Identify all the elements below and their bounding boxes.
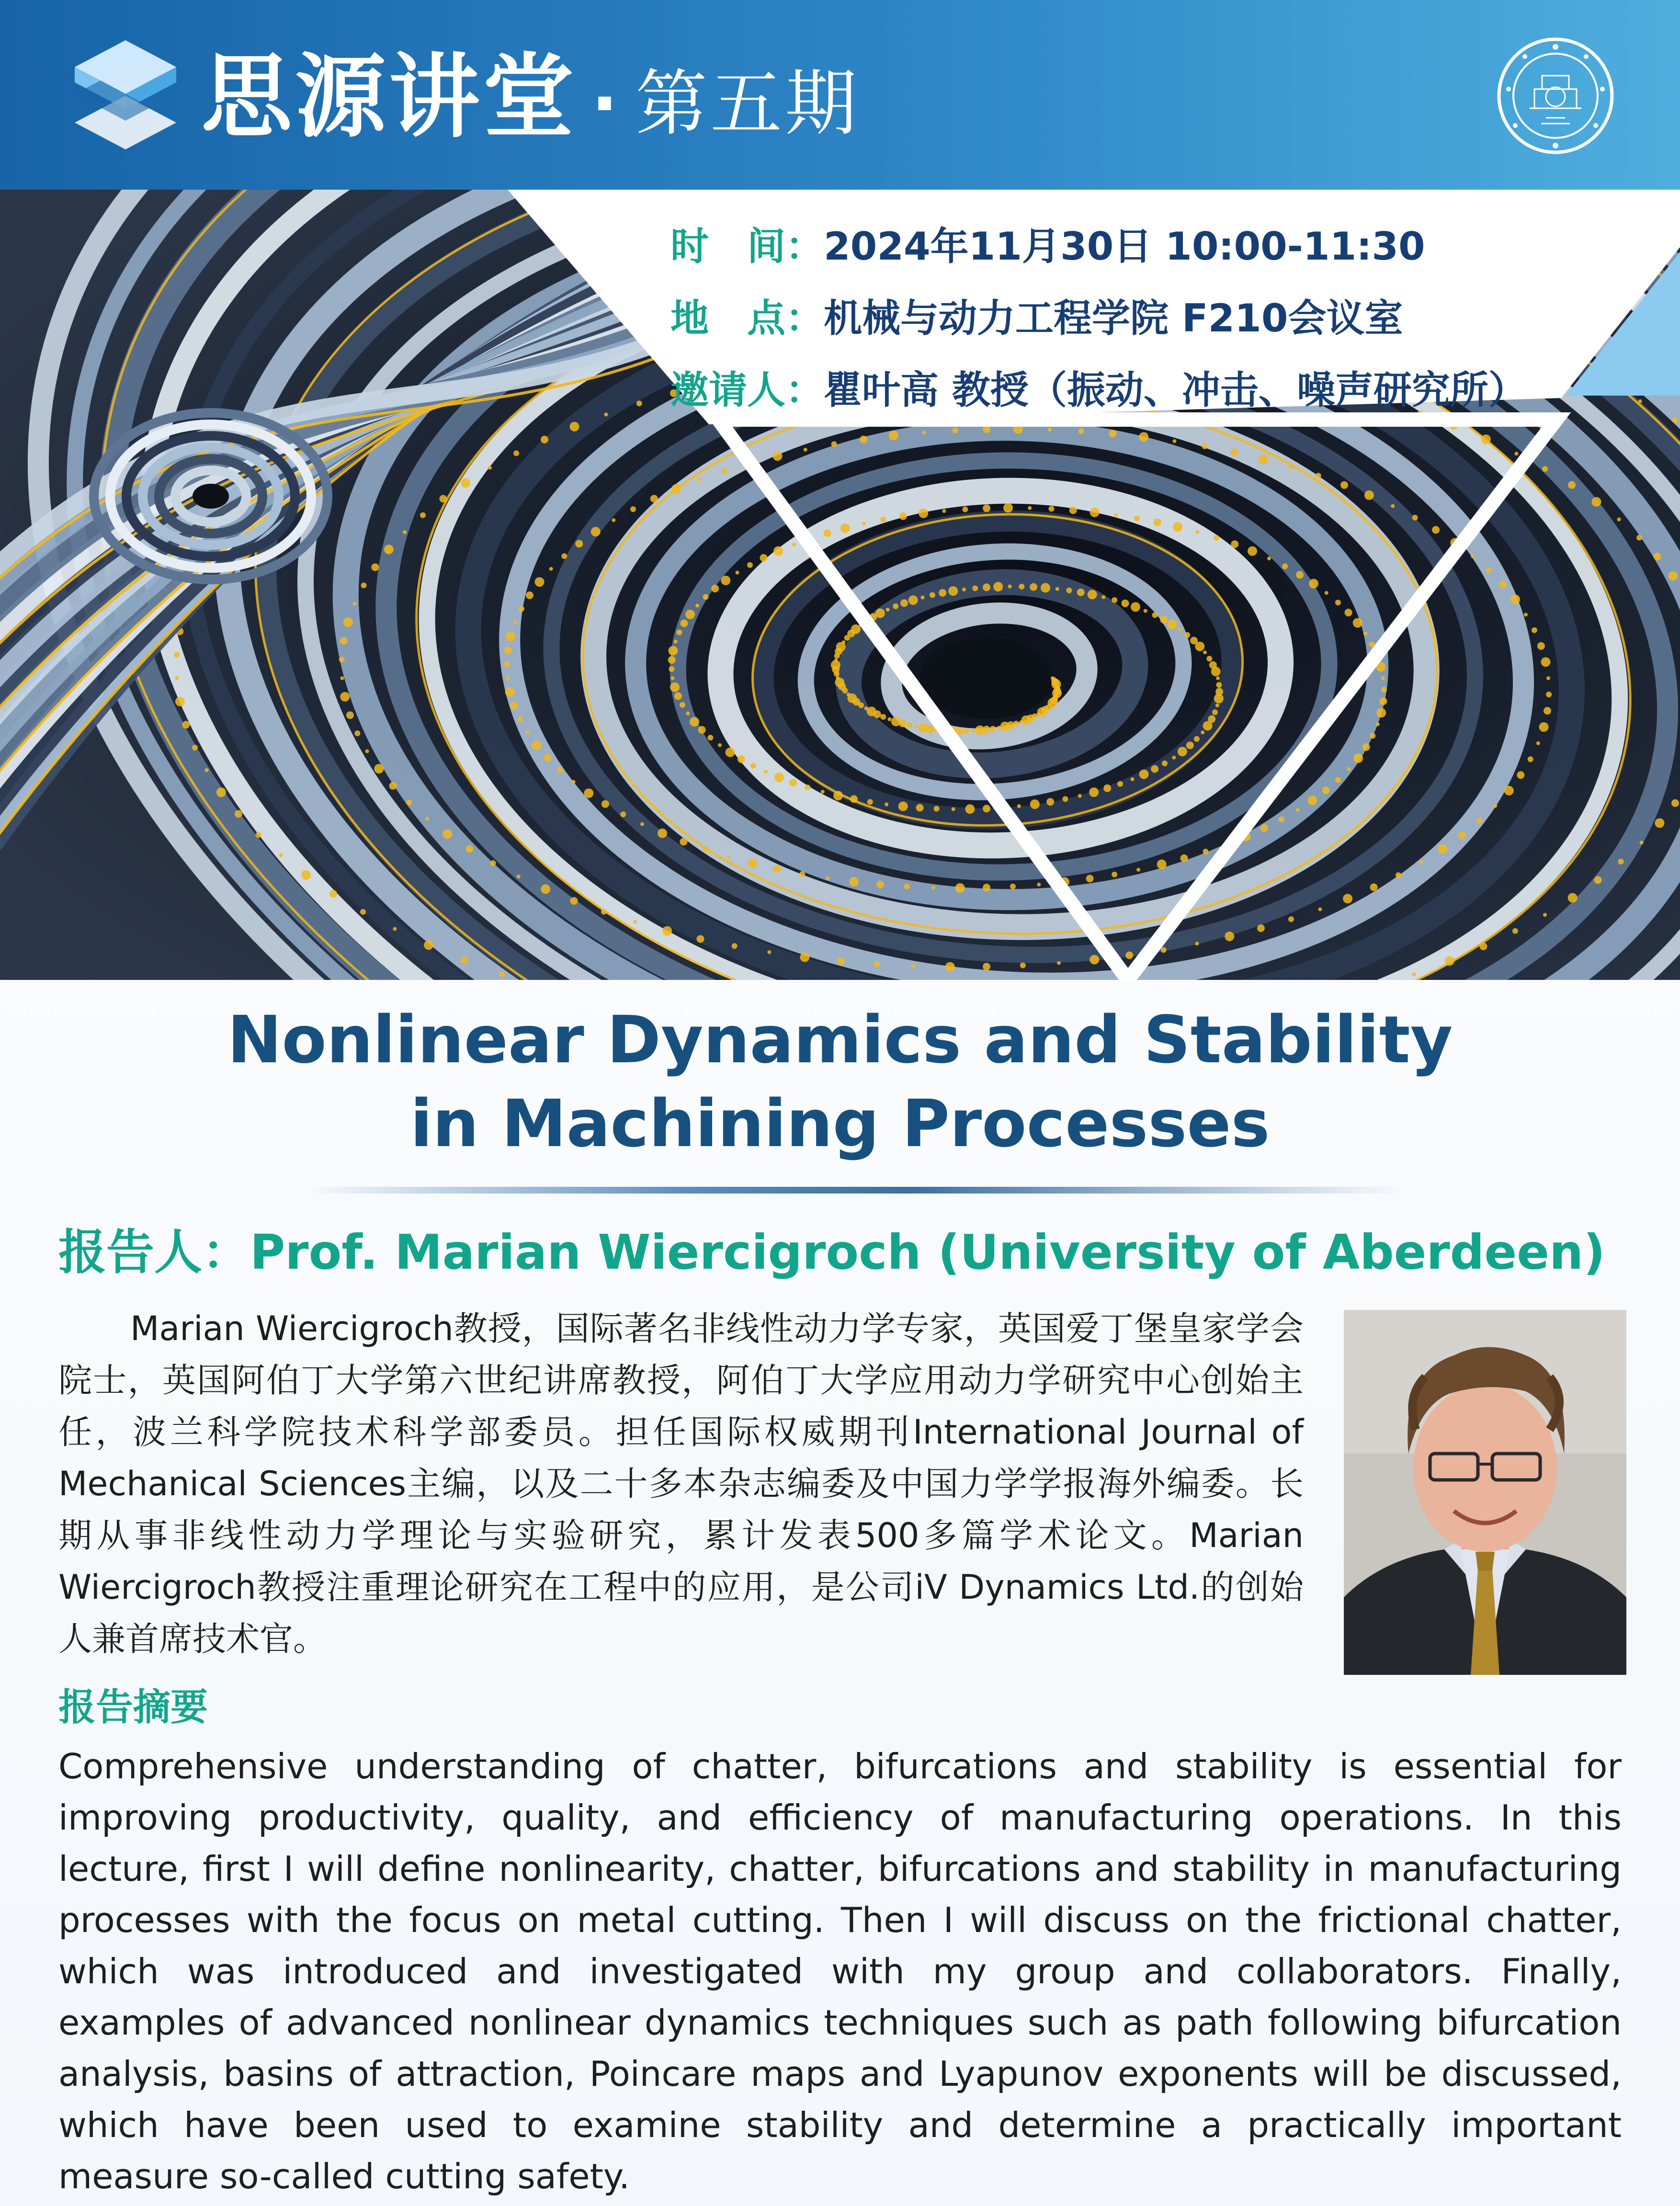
event-info xyxy=(670,211,1676,426)
speaker-line xyxy=(58,1217,1605,1288)
brand-separator: · xyxy=(591,62,621,146)
place-label: 地 点： xyxy=(670,296,824,341)
talk-title-line2: in Machining Processes xyxy=(410,1086,1270,1162)
speaker-name: Prof. Marian Wiercigroch (University of Aberdeen) xyxy=(250,1224,1605,1280)
talk-title-line1: Nonlinear Dynamics and Stability xyxy=(227,1002,1453,1078)
title-divider xyxy=(306,1187,1403,1194)
talk-title xyxy=(0,999,1680,1166)
brand-title xyxy=(201,39,860,154)
time-row xyxy=(670,211,1676,283)
host-value: 瞿叶高 教授（振动、冲击、噪声研究所） xyxy=(824,368,1527,412)
header-band xyxy=(0,0,1680,190)
university-seal-icon xyxy=(1496,36,1615,155)
place-value: 机械与动力工程学院 F210会议室 xyxy=(824,296,1403,341)
speaker-photo xyxy=(1344,1310,1626,1675)
time-label: 时 间： xyxy=(670,224,824,269)
host-row xyxy=(670,354,1676,426)
abstract-heading: 报告摘要 xyxy=(58,1686,208,1729)
brand-name: 思源讲堂 xyxy=(201,43,577,150)
issue-number: 第五期 xyxy=(636,62,860,146)
place-row xyxy=(670,283,1676,354)
speaker-label: 报告人： xyxy=(58,1224,250,1280)
time-value: 2024年11月30日 10:00-11:30 xyxy=(824,224,1425,269)
abstract-text: Comprehensive understanding of chatter, bifurcations and stability is essential for improving productivity, quality, and efficiency of manufacturing operations. In this lecture, first I will define nonlinearity, chatter, bifurcations and stability in manufacturing processes with the focus on metal cutting. Then I will discuss on the frictional chatter, which was introduced and investigated with my group and collaborators. Finally, examples of advanced nonlinear dynamics techniques such as path following bifurcation analysis, basins of attraction, Poincare maps and Lyapunov exponents will be discussed, which have been used to examine stability and determine a practically important measure so-called cutting safety. xyxy=(58,1746,1622,2196)
s-cube-logo-icon xyxy=(72,37,180,152)
host-label: 邀请人： xyxy=(670,368,824,412)
speaker-bio: Marian Wiercigroch教授，国际著名非线性动力学专家，英国爱丁堡皇家学会院士，英国阿伯丁大学第六世纪讲席教授，阿伯丁大学应用动力学研究中心创始主任，波兰科学院技术科学部委员。担任国际权威期刊International Journal of Mechanical Sciences主编，以及二十多本杂志编委及中国力学学报海外编委。长期从事非线性动力学理论与实验研究，累计发表500多篇学术论文。Marian Wiercigroch教授注重理论研究在工程中的应用，是公司iV Dynamics Ltd.的创始人兼首席技术官。 xyxy=(58,1309,1304,1659)
